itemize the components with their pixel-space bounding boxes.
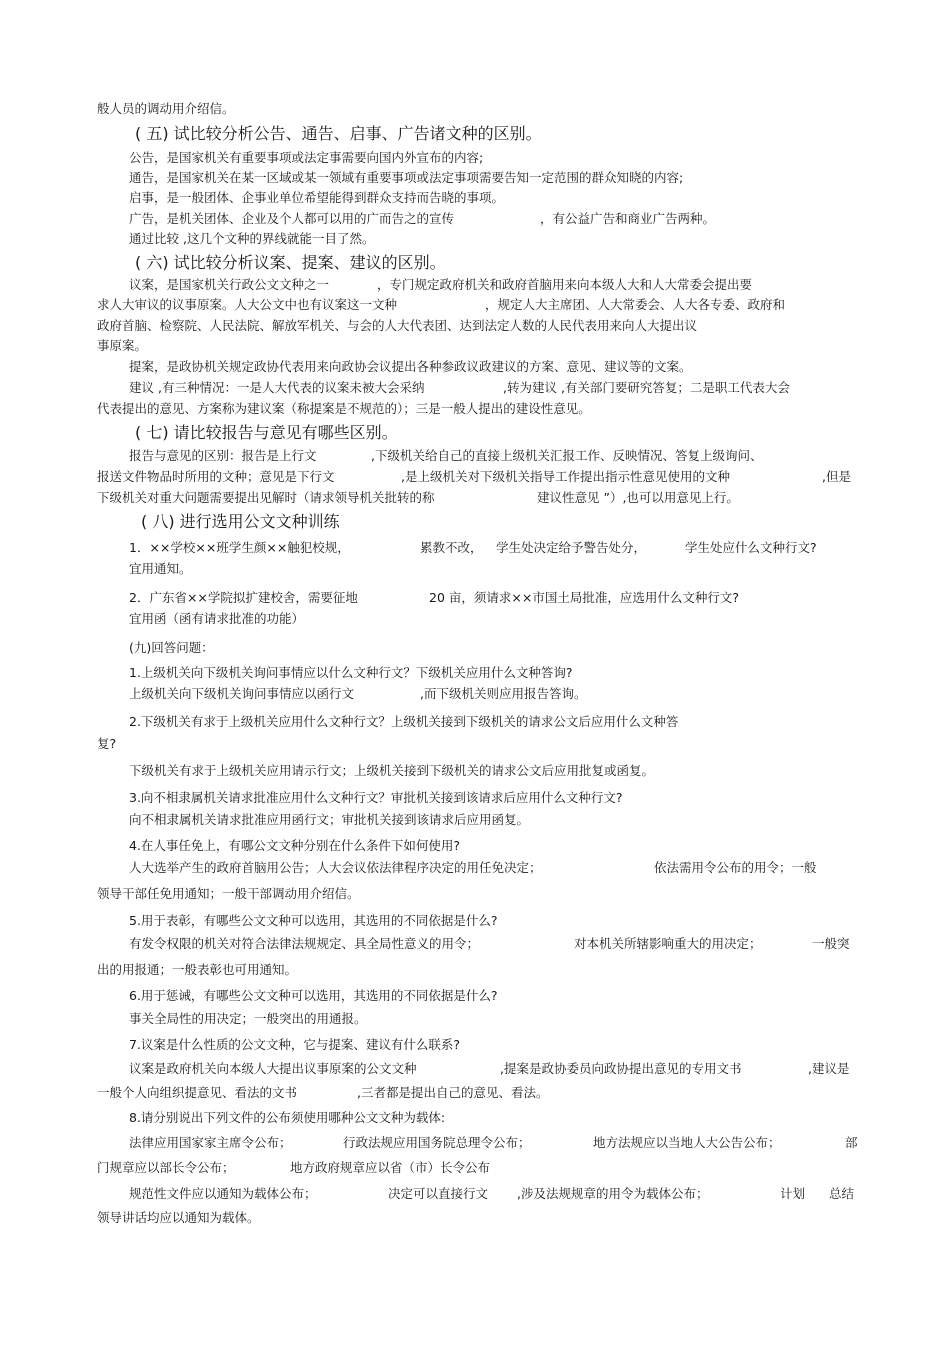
- text-segment: 求人大审议的议事原案。人大公文中也有议案这一文种: [97, 297, 398, 312]
- text-segment: 2．广东省××学院拟扩建校舍，需要征地: [129, 590, 358, 605]
- text-segment: ,但是: [822, 469, 851, 484]
- text-segment: ,提案是政协委员向政协提出意见的专用文书: [500, 1061, 742, 1076]
- text-segment: 依法需用令公布的用令；一般: [654, 860, 817, 875]
- text-segment: 7.议案是什么性质的公文文种，它与提案、建议有什么联系?: [129, 1037, 461, 1052]
- text-segment: 建议 ,有三种情况：一是人大代表的议案未被大会采纳: [129, 380, 425, 395]
- text-segment: 领导干部任免用通知；一般干部调动用介绍信。: [97, 886, 360, 901]
- text-segment: 3.向不相隶属机关请求批准应用什么文种行文？审批机关接到该请求后应用什么文种行文?: [129, 790, 623, 805]
- text-segment: 报告与意见的区别：报告是上行文: [129, 448, 317, 463]
- text-segment: 报送文件物品时所用的文种；意见是下行文: [97, 469, 335, 484]
- text-segment: 通告，是国家机关在某一区域或某一领域有重要事项或法定事项需要告知一定范围的群众知晓的内容;: [129, 170, 684, 185]
- text-segment: 公告，是国家机关有重要事项或法定事需要向国内外宣布的内容;: [129, 150, 484, 165]
- text-segment: 上级机关向下级机关询问事情应以函行文: [129, 686, 355, 701]
- text-segment: 政府首脑、检察院、人民法院、解放军机关、与会的人大代表团、达到法定人数的人民代表用来向人大提出议: [97, 318, 698, 333]
- text-segment: 门规章应以部长令公布；: [97, 1160, 235, 1175]
- text-segment: 对本机关所辖影响重大的用决定；: [574, 936, 762, 951]
- text-segment: 6.用于惩诫，有哪些公文文种可以选用，其选用的不同依据是什么?: [129, 988, 498, 1003]
- text-segment: 5.用于表彰，有哪些公文文种可以选用，其选用的不同依据是什么?: [129, 913, 498, 928]
- text-segment: ( 八) 进行选用公文文种训练: [141, 512, 340, 531]
- text-segment: 地方政府规章应以省（市）长令公布: [290, 1160, 491, 1175]
- text-segment: 般人员的调动用介绍信。: [97, 101, 235, 116]
- text-segment: ( 五) 试比较分析公告、通告、启事、广告诸文种的区别。: [135, 124, 542, 143]
- text-segment: 建议性意见 ”）,也可以用意见上行。: [537, 490, 739, 505]
- text-segment: 出的用报通；一般表彰也可用通知。: [97, 962, 298, 977]
- text-segment: 4.在人事任免上，有哪公文文种分别在什么条件下如何使用?: [129, 838, 461, 853]
- text-segment: 议案，是国家机关行政公文文种之一: [129, 277, 330, 292]
- text-segment: 通过比较 ,这几个文种的界线就能一目了然。: [129, 231, 375, 246]
- text-segment: 1.上级机关向下级机关询问事情应以什么文种行文？下级机关应用什么文种答询?: [129, 665, 573, 680]
- text-segment: ( 六) 试比较分析议案、提案、建议的区别。: [135, 253, 446, 272]
- text-segment: ,建议是: [808, 1061, 850, 1076]
- text-segment: 决定可以直接行文: [388, 1186, 489, 1201]
- text-segment: 部: [845, 1135, 858, 1150]
- text-segment: 广告，是机关团体、企业及个人都可以用的广而告之的宣传: [129, 211, 455, 226]
- text-segment: ,而下级机关则应用报告答询。: [420, 686, 587, 701]
- text-segment: 学生处决定给予警告处分，: [496, 540, 647, 555]
- text-segment: ( 七) 请比较报告与意见有哪些区别。: [135, 423, 398, 442]
- text-segment: 代表提出的意见、方案称为建议案（称提案是不规范的）；三是一般人提出的建设性意见。: [97, 401, 591, 416]
- text-segment: 下级机关有求于上级机关应用请示行文；上级机关接到下级机关的请求公文后应用批复或函复。: [129, 763, 655, 778]
- text-segment: ，有公益广告和商业广告两种。: [540, 211, 716, 226]
- text-segment: 宜用通知。: [129, 561, 192, 576]
- text-segment: 8.请分别说出下列文件的公布须使用哪种公文文种为载体:: [129, 1110, 446, 1125]
- text-segment: 下级机关对重大问题需要提出见解时（请求领导机关批转的称: [97, 490, 435, 505]
- text-segment: 行政法规应用国务院总理令公布；: [343, 1135, 531, 1150]
- text-segment: ,是上级机关对下级机关指导工作提出指示性意见使用的文种: [401, 469, 730, 484]
- text-segment: 总结: [829, 1186, 855, 1201]
- text-segment: 累教不改，: [420, 540, 483, 555]
- text-segment: ,三者都是提出自己的意见、看法。: [357, 1085, 549, 1100]
- text-segment: 有发令权限的机关对符合法律法规规定、具全局性意义的用令；: [129, 936, 480, 951]
- text-segment: 20 亩，须请求××市国土局批准，应选用什么文种行文?: [429, 590, 739, 605]
- text-segment: 人大选举产生的政府首脑用公告；人大会议依法律程序决定的用任免决定；: [129, 860, 542, 875]
- text-segment: 事关全局性的用决定；一般突出的用通报。: [129, 1011, 367, 1026]
- text-segment: (九)回答问题：: [129, 640, 214, 655]
- text-segment: 议案是政府机关向本级人大提出议事原案的公文文种: [129, 1061, 417, 1076]
- text-segment: 2.下级机关有求于上级机关应用什么文种行文？上级机关接到下级机关的请求公文后应用什么文种答: [129, 714, 679, 729]
- text-segment: 提案，是政协机关规定政协代表用来向政协会议提出各种参政议政建议的方案、意见、建议等的文案。: [129, 359, 692, 374]
- text-segment: 向不相隶属机关请求批准应用函行文；审批机关接到该请求后应用函复。: [129, 812, 530, 827]
- text-segment: ,转为建议 ,有关部门要研究答复；二是职工代表大会: [503, 380, 790, 395]
- text-segment: 一般突: [812, 936, 850, 951]
- text-segment: 启事，是一般团体、企事业单位希望能得到群众支持而告晓的事项。: [129, 190, 505, 205]
- text-segment: ,涉及法规规章的用令为载体公布；: [517, 1186, 709, 1201]
- text-segment: 宜用函（函有请求批准的功能）: [129, 611, 305, 626]
- text-segment: 地方法规应以当地人大公告公布；: [593, 1135, 781, 1150]
- text-segment: 学生处应什么文种行文?: [685, 540, 817, 555]
- text-segment: ,下级机关给自己的直接上级机关汇报工作、反映情况、答复上级询问、: [371, 448, 763, 463]
- text-segment: 1．××学校××班学生颜××触犯校规，: [129, 540, 350, 555]
- text-segment: ，规定人大主席团、人大常委会、人大各专委、政府和: [485, 297, 786, 312]
- text-segment: 法律应用国家家主席令公布；: [129, 1135, 292, 1150]
- text-segment: 领导讲话均应以通知为载体。: [97, 1210, 260, 1225]
- text-segment: 复?: [97, 736, 117, 751]
- text-segment: 事原案。: [97, 338, 148, 353]
- text-segment: ，专门规定政府机关和政府首脑用来向本级人大和人大常委会提出要: [377, 277, 753, 292]
- text-segment: 计划: [780, 1186, 806, 1201]
- text-segment: 一般个人向组织提意见、看法的文书: [97, 1085, 298, 1100]
- text-segment: 规范性文件应以通知为载体公布；: [129, 1186, 317, 1201]
